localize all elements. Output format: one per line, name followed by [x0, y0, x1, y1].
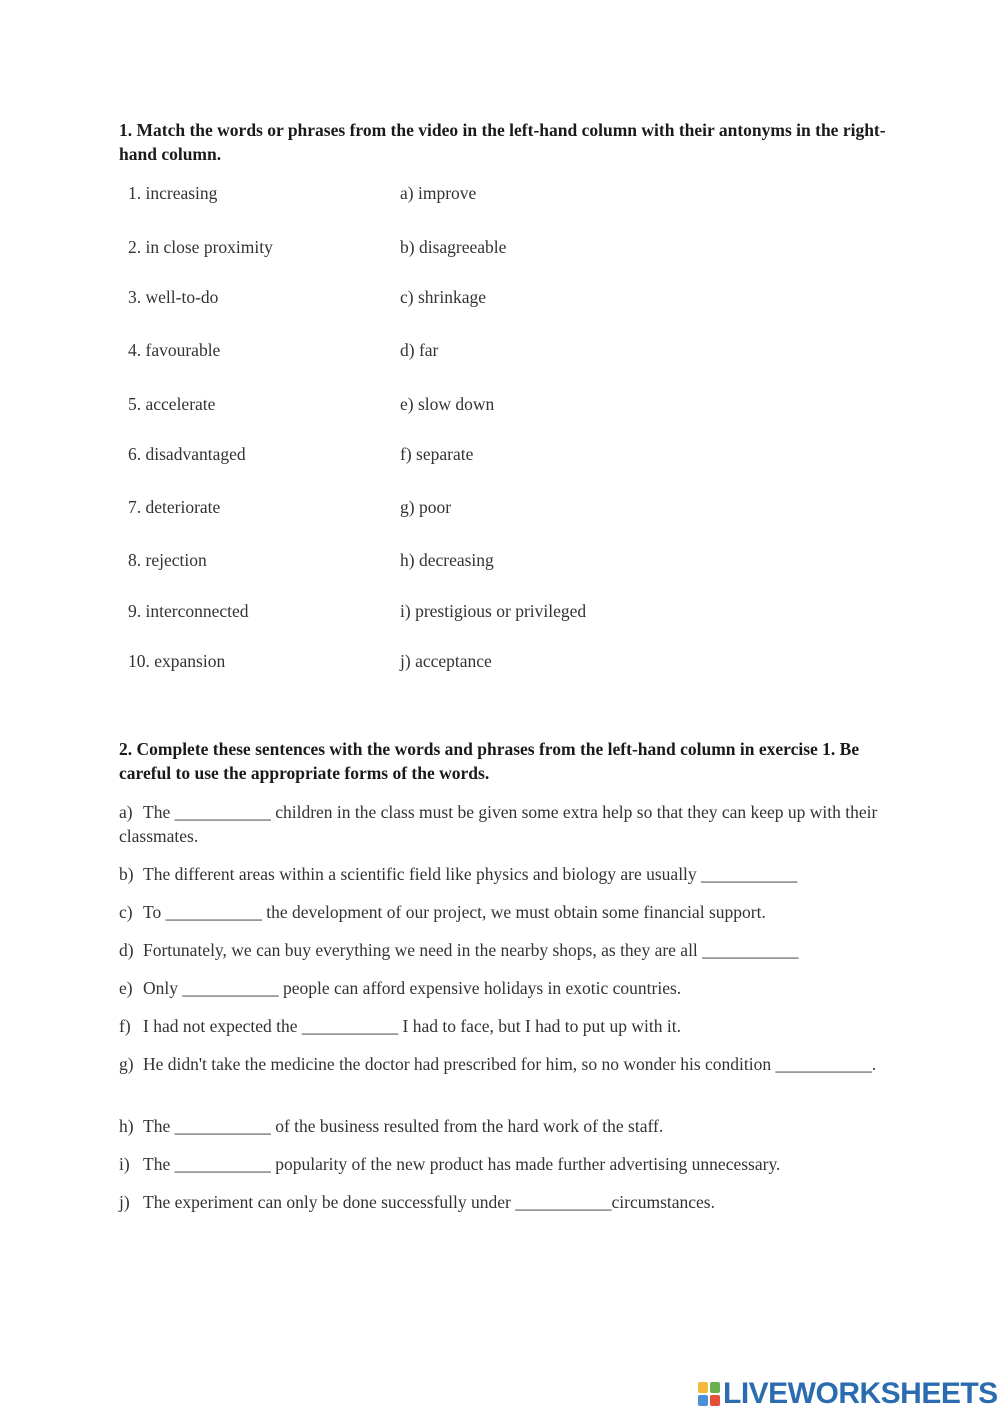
logo-square-4: [710, 1395, 720, 1406]
sentence-text: The ___________ popularity of the new product has made further advertising unnecessary.: [143, 1154, 781, 1174]
right-item-i: i) prestigious or privileged: [400, 601, 587, 621]
sentence-text: He didn't take the medicine the doctor had prescribed for him, so no wonder his condition ___________.: [143, 1054, 877, 1074]
sentence-text: Fortunately, we can buy everything we need in the nearby shops, as they are all ___________: [143, 940, 799, 960]
sentence-b: [119, 862, 879, 886]
sentence-d: [119, 938, 879, 962]
left-item-4: 4. favourable: [128, 340, 221, 360]
right-item-c: c) shrinkage: [400, 287, 487, 307]
logo-square-3: [698, 1395, 708, 1406]
sentence-a: [119, 800, 879, 848]
sentence-letter: i): [119, 1154, 130, 1174]
sentence-text: The ___________ children in the class must be given some extra help so that they can keep up with their classmates.: [119, 802, 878, 846]
sentence-c: [119, 900, 879, 924]
right-item-f: f) separate: [400, 444, 474, 464]
sentence-j: [119, 1190, 879, 1214]
logo-square-2: [710, 1382, 720, 1393]
right-item-b: b) disagreeable: [400, 237, 507, 257]
exercise-2-heading: 2. Complete these sentences with the words and phrases from the left-hand column in exercise 1. Be careful to use the appropriate forms of the words.: [119, 739, 860, 783]
logo-text: LIVEWORKSHEETS: [723, 1377, 998, 1410]
sentence-letter: e): [119, 978, 133, 998]
left-item-8: 8. rejection: [128, 550, 207, 570]
sentence-text: The different areas within a scientific field like physics and biology are usually ___________: [143, 864, 798, 884]
left-item-10: 10. expansion: [128, 651, 226, 671]
sentence-i: [119, 1152, 879, 1176]
right-item-g: g) poor: [400, 497, 452, 517]
left-item-3: 3. well-to-do: [128, 287, 219, 307]
logo-mark-icon: [697, 1381, 721, 1407]
sentence-letter: h): [119, 1116, 134, 1136]
exercise-1-heading: 1. Match the words or phrases from the video in the left-hand column with their antonyms in the right-hand column.: [119, 120, 886, 164]
sentence-e: [119, 976, 879, 1000]
left-item-5: 5. accelerate: [128, 394, 216, 414]
right-item-d: d) far: [400, 340, 439, 360]
sentence-letter: c): [119, 902, 133, 922]
sentence-letter: d): [119, 940, 134, 960]
right-item-e: e) slow down: [400, 394, 495, 414]
sentence-f: [119, 1014, 879, 1038]
right-item-h: h) decreasing: [400, 550, 494, 570]
logo-square-1: [698, 1382, 708, 1393]
sentence-letter: a): [119, 802, 133, 822]
right-item-j: j) acceptance: [400, 651, 492, 671]
sentence-letter: b): [119, 864, 134, 884]
sentence-text: I had not expected the ___________ I had to face, but I had to put up with it.: [143, 1016, 681, 1036]
sentence-h: [119, 1114, 879, 1138]
left-item-2: 2. in close proximity: [128, 237, 273, 257]
left-item-9: 9. interconnected: [128, 601, 249, 621]
sentence-g: [119, 1052, 879, 1076]
sentence-text: The experiment can only be done successfully under ___________circumstances.: [143, 1192, 715, 1212]
left-item-6: 6. disadvantaged: [128, 444, 246, 464]
sentence-letter: f): [119, 1016, 131, 1036]
liveworksheets-logo: [697, 1377, 998, 1411]
sentence-letter: j): [119, 1192, 130, 1212]
left-item-1: 1. increasing: [128, 183, 218, 203]
sentence-letter: g): [119, 1054, 134, 1074]
right-item-a: a) improve: [400, 183, 477, 203]
sentence-text: To ___________ the development of our project, we must obtain some financial support.: [143, 902, 766, 922]
sentence-text: Only ___________ people can afford expensive holidays in exotic countries.: [143, 978, 682, 998]
sentence-text: The ___________ of the business resulted from the hard work of the staff.: [143, 1116, 664, 1136]
left-item-7: 7. deteriorate: [128, 497, 221, 517]
